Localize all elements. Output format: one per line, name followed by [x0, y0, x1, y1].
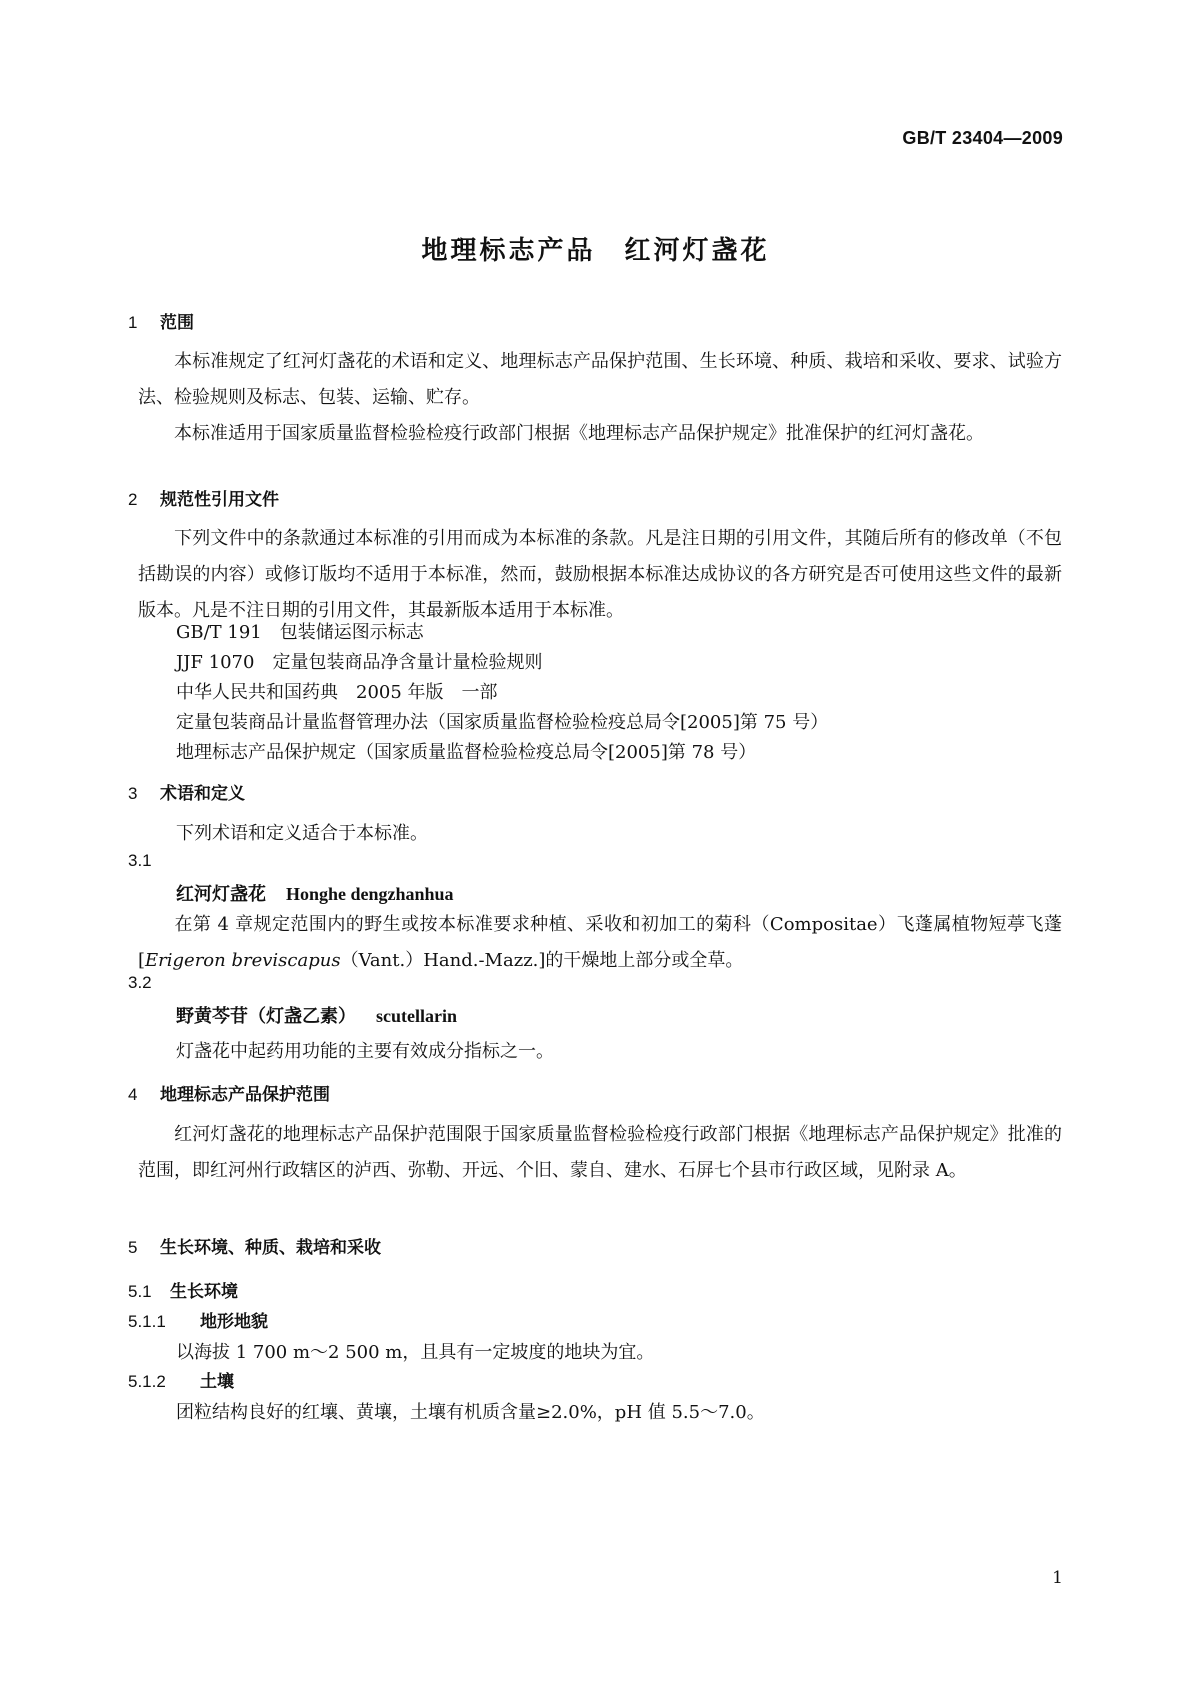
- section-title: 范围: [160, 313, 194, 333]
- section-1-paragraph-2: 本标准适用于国家质量监督检验检疫行政部门根据《地理标志产品保护规定》批准保护的红河灯盏花。: [174, 423, 984, 444]
- section-number: 5.1.1: [128, 1312, 166, 1331]
- standard-number: GB/T 23404—2009: [902, 128, 1063, 148]
- term-number: 3.2: [128, 973, 152, 992]
- section-3-intro: 下列术语和定义适合于本标准。: [176, 823, 428, 844]
- term-definition: 灯盏花中起药用功能的主要有效成分指标之一。: [176, 1041, 554, 1062]
- section-2-paragraph: 下列文件中的条款通过本标准的引用而成为本标准的条款。凡是注日期的引用文件，其随后所有的修改单（不包括勘误的内容）或修订版均不适用于本标准，然而，鼓励根据本标准达成协议的各方研究是否可使用这些文件的最新版本。凡是不注日期的引用文件，其最新版本适用于本标准。: [138, 528, 1062, 621]
- subsection-5-1-2-heading: [128, 1367, 234, 1392]
- section-number: 5.1: [128, 1282, 152, 1301]
- section-number: 5.1.2: [128, 1372, 166, 1391]
- reference-item: 中华人民共和国药典 2005 年版 一部: [176, 682, 498, 703]
- term-cn: 野黄芩苷（灯盏乙素）: [176, 1006, 356, 1027]
- term-en: scutellarin: [376, 1006, 457, 1026]
- subsection-5-1-1-heading: [128, 1307, 268, 1332]
- term-number: 3.1: [128, 851, 152, 870]
- section-number: 5: [128, 1238, 138, 1257]
- section-1-paragraph-1: 本标准规定了红河灯盏花的术语和定义、地理标志产品保护范围、生长环境、种质、栽培和采收、要求、试验方法、检验规则及标志、包装、运输、贮存。: [138, 351, 1062, 408]
- section-4-heading: [128, 1080, 330, 1105]
- section-4-paragraph: 红河灯盏花的地理标志产品保护范围限于国家质量监督检验检疫行政部门根据《地理标志产品保护规定》批准的范围，即红河州行政辖区的泸西、弥勒、开远、个旧、蒙自、建水、石屏七个县市行政区域，见附录 A。: [138, 1124, 1062, 1181]
- term-entry: [176, 880, 454, 906]
- section-number: 3: [128, 784, 138, 803]
- section-title: 生长环境: [170, 1282, 238, 1302]
- section-title: 生长环境、种质、栽培和采收: [160, 1238, 381, 1258]
- section-title: 地理标志产品保护范围: [160, 1085, 330, 1105]
- section-title: 术语和定义: [160, 784, 245, 804]
- section-number: 1: [128, 313, 138, 332]
- section-title: 地形地貌: [200, 1312, 268, 1332]
- section-2-heading: [128, 485, 279, 510]
- section-title: 规范性引用文件: [160, 490, 279, 510]
- document-title: 地理标志产品 红河灯盏花: [421, 236, 770, 266]
- reference-item: 定量包装商品计量监督管理办法（国家质量监督检验检疫总局令[2005]第 75 号）: [176, 712, 829, 733]
- reference-item: GB/T 191 包装储运图示标志: [176, 622, 424, 643]
- reference-item: 地理标志产品保护规定（国家质量监督检验检疫总局令[2005]第 78 号）: [176, 742, 757, 763]
- term-en: Honghe dengzhanhua: [286, 884, 454, 904]
- page-number: 1: [1052, 1568, 1063, 1588]
- subsection-5-1-2-text: 团粒结构良好的红壤、黄壤，土壤有机质含量≥2.0%，pH 值 5.5～7.0。: [176, 1402, 765, 1423]
- section-5-heading: [128, 1233, 381, 1258]
- subsection-5-1-1-text: 以海拔 1 700 m～2 500 m，且具有一定坡度的地块为宜。: [176, 1342, 655, 1363]
- section-title: 土壤: [200, 1372, 234, 1392]
- term-definition: 在第 4 章规定范围内的野生或按本标准要求种植、采收和初加工的菊科（Compositae）飞蓬属植物短葶飞蓬[Erigeron breviscapus（Vant.）Hand.-Mazz.]的干燥地上部分或全草。: [138, 914, 1062, 971]
- section-number: 2: [128, 490, 138, 509]
- subsection-5-1-heading: [128, 1277, 238, 1302]
- section-1-heading: [128, 308, 194, 333]
- section-number: 4: [128, 1085, 138, 1104]
- term-cn: 红河灯盏花: [176, 884, 266, 905]
- section-3-heading: [128, 779, 245, 804]
- reference-item: JJF 1070 定量包装商品净含量计量检验规则: [176, 652, 543, 673]
- term-entry: [176, 1002, 457, 1028]
- latin-name: Erigeron breviscapus: [145, 950, 341, 971]
